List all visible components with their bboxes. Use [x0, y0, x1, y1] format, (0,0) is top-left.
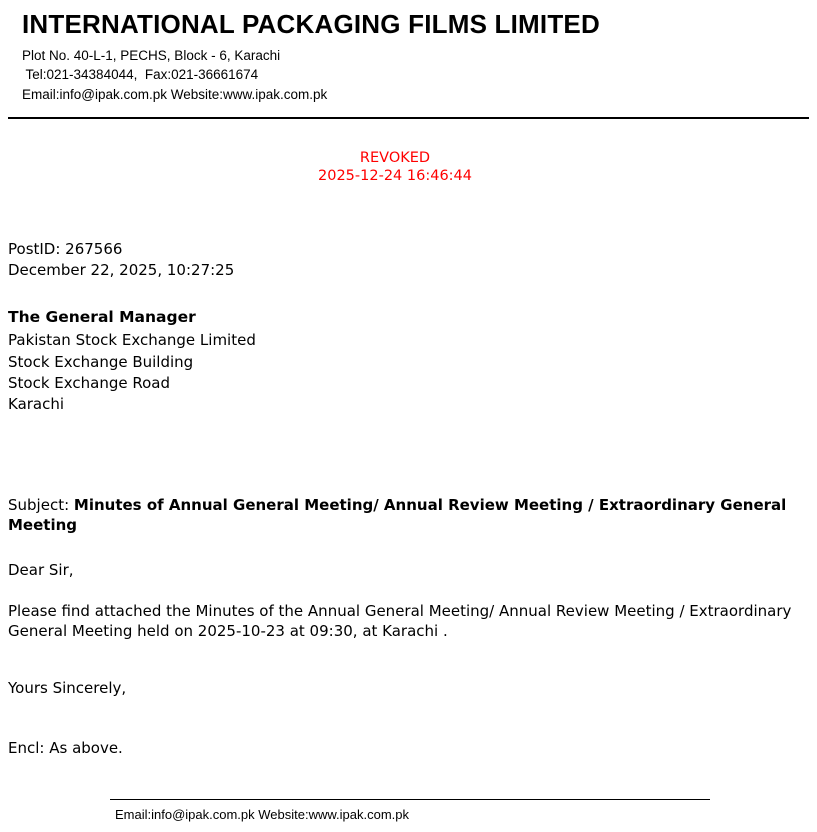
subject-label: Subject: [8, 496, 74, 515]
enclosure-note: Encl: As above. [8, 738, 123, 757]
subject-text: Minutes of Annual General Meeting/ Annual Review Meeting / Extraordinary General Meeting [8, 496, 787, 534]
addressee-line-2: Stock Exchange Building [8, 352, 194, 371]
revoked-status-text: REVOKED [359, 149, 431, 166]
post-date: December 22, 2025, 10:27:25 [8, 261, 235, 280]
post-id: PostID: 267566 [8, 240, 123, 259]
addressee-line-4: Karachi [8, 395, 65, 414]
status-badge [0, 149, 817, 187]
post-meta [8, 240, 809, 280]
body-paragraph: Please find attached the Minutes of the Annual General Meeting/ Annual Review Meeting / Extraordinary General Meeting held on 2025-10-23 at 09:30, at Karachi . [8, 602, 792, 640]
letterhead [0, 0, 817, 105]
company-phone-fax: Tel:021-34384044, Fax:021-36661674 [22, 67, 259, 83]
salutation: Dear Sir, [8, 561, 74, 580]
signoff: Yours Sincerely, [8, 679, 127, 698]
footer-contact: Email:info@ipak.com.pk Website:www.ipak.com.pk [115, 807, 410, 822]
subject-line [8, 496, 809, 535]
header-divider [8, 117, 809, 119]
company-email-website: Email:info@ipak.com.pk Website:www.ipak.com.pk [22, 87, 328, 103]
revoked-timestamp: 2025-12-24 16:46:44 [318, 168, 472, 185]
addressee-block [8, 308, 809, 415]
company-name: INTERNATIONAL PACKAGING FILMS LIMITED [22, 9, 600, 39]
page-footer [0, 799, 817, 832]
company-address: Plot No. 40-L-1, PECHS, Block - 6, Karachi [22, 47, 281, 63]
addressee-title: The General Manager [8, 307, 196, 326]
addressee-line-1: Pakistan Stock Exchange Limited [8, 331, 256, 350]
addressee-line-3: Stock Exchange Road [8, 373, 170, 392]
letter-body [0, 240, 817, 758]
